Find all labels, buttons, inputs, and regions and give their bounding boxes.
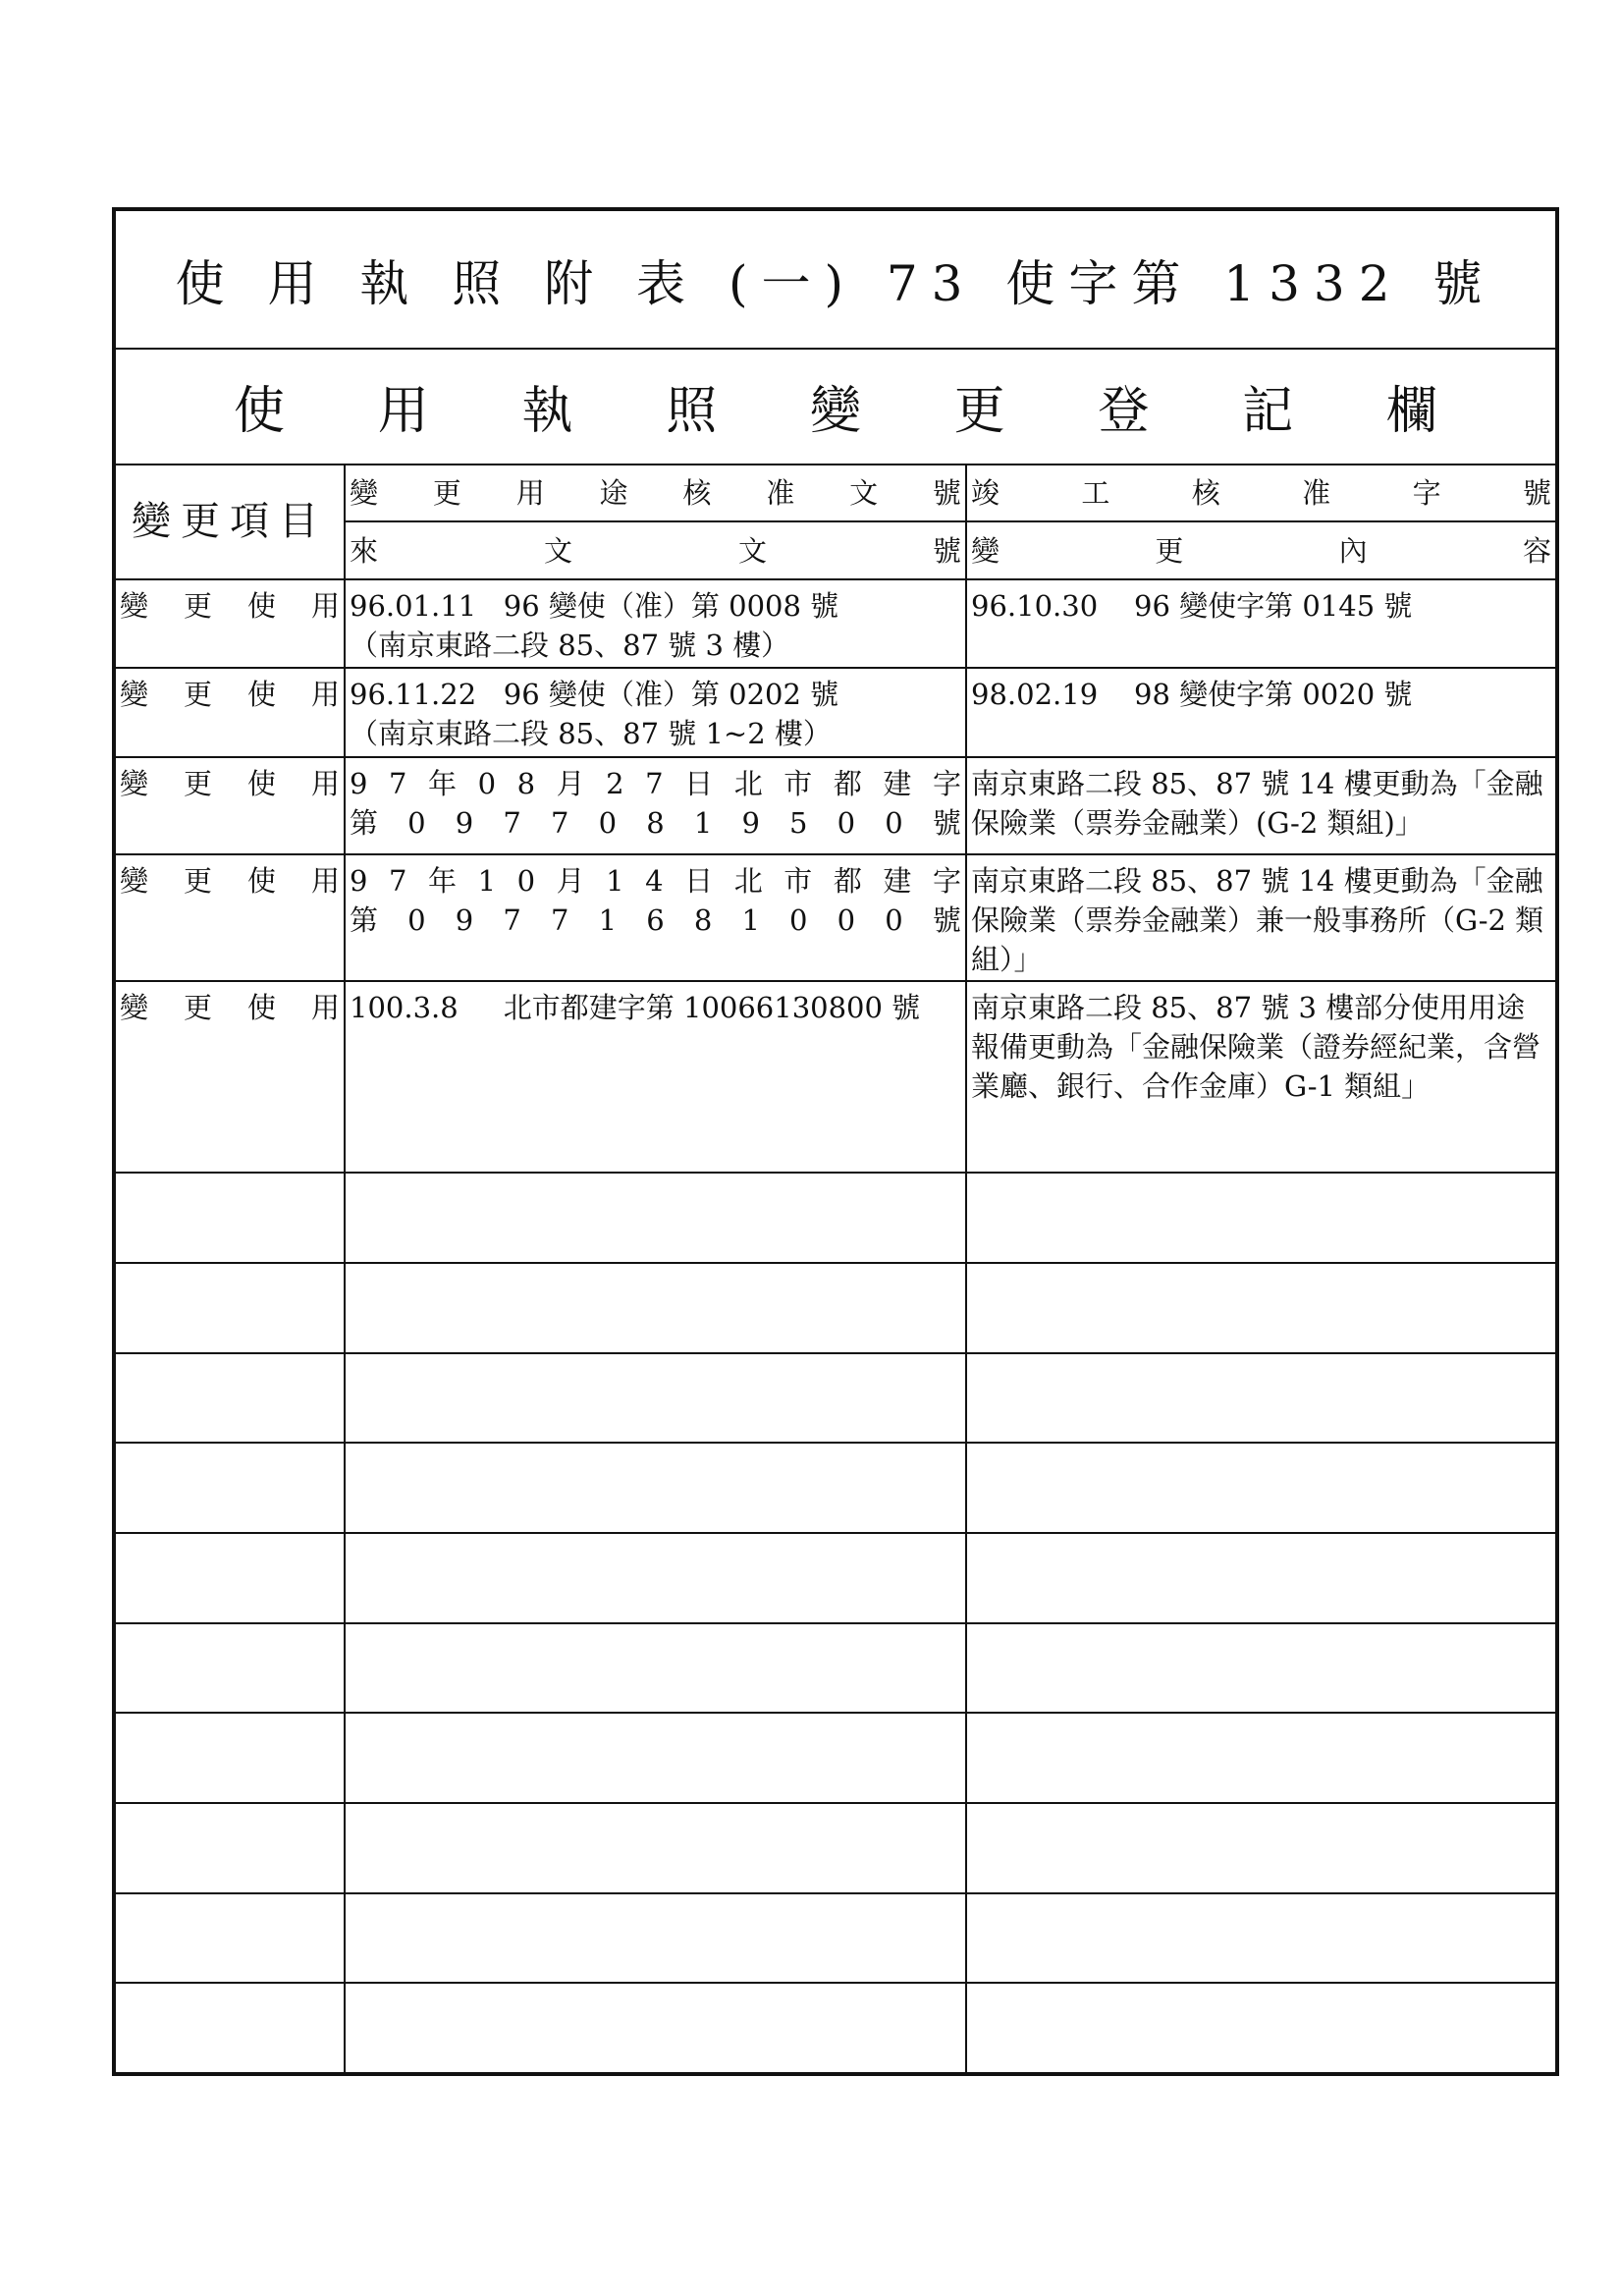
header-incoming-doc-no: 來 文 文 號	[345, 521, 966, 578]
section-title-char: 欄	[1385, 381, 1437, 441]
empty-cell	[966, 1353, 1555, 1444]
change-item-cell: 變 更 使 用	[116, 757, 345, 854]
empty-cell	[345, 1983, 966, 2072]
section-title-char: 變	[809, 381, 861, 441]
license-sheet	[112, 207, 1559, 2076]
empty-cell	[345, 1893, 966, 1984]
section-title-char: 使	[234, 381, 286, 441]
empty-cell	[116, 1173, 345, 1263]
table-row	[116, 981, 1555, 1173]
content-cell: 98.02.19 98 變使字第 0020 號	[966, 668, 1555, 757]
section-title-char: 照	[666, 381, 718, 441]
empty-cell	[116, 1443, 345, 1533]
empty-cell	[345, 1623, 966, 1714]
doc-number-cell: 9 7 年 1 0 月 1 4 日 北 市 都 建 字 第 0 9 7 7 1 6 8 1 0 0 0 號	[345, 854, 966, 981]
empty-cell	[345, 1173, 966, 1263]
section-title-char: 記	[1242, 381, 1294, 441]
header-change-content: 變 更 內 容	[966, 521, 1555, 578]
header-approval-doc-no: 變 更 用 途 核 准 文 號	[345, 465, 966, 521]
empty-cell	[116, 1623, 345, 1714]
content-cell: 南京東路二段 85、87 號 14 樓更動為「金融保險業（票券金融業）(G-2 類組)」	[966, 757, 1555, 854]
empty-cell	[116, 1263, 345, 1353]
empty-cell	[116, 1983, 345, 2072]
empty-cell	[345, 1533, 966, 1623]
empty-cell	[116, 1353, 345, 1444]
empty-row	[116, 1173, 1555, 1263]
empty-row	[116, 1443, 1555, 1533]
empty-cell	[345, 1263, 966, 1353]
empty-row	[116, 1983, 1555, 2072]
content-cell: 南京東路二段 85、87 號 14 樓更動為「金融保險業（票券金融業）兼一般事務所（G-2 類組）」	[966, 854, 1555, 981]
section-title	[116, 348, 1555, 465]
empty-cell	[345, 1803, 966, 1893]
section-title-char: 更	[953, 381, 1005, 441]
empty-cell	[966, 1803, 1555, 1893]
empty-row	[116, 1353, 1555, 1444]
empty-row	[116, 1893, 1555, 1984]
header-change-item: 變更項目	[116, 465, 345, 579]
empty-cell	[966, 1713, 1555, 1803]
section-title-char: 執	[521, 381, 573, 441]
doc-number-cell: 9 7 年 0 8 月 2 7 日 北 市 都 建 字 第 0 9 7 7 0 8 1 9 5 0 0 號	[345, 757, 966, 854]
empty-cell	[966, 1263, 1555, 1353]
content-cell: 96.10.30 96 變使字第 0145 號	[966, 579, 1555, 669]
empty-cell	[966, 1443, 1555, 1533]
content-cell: 南京東路二段 85、87 號 3 樓部分使用用途報備更動為「金融保險業（證券經紀業，含營業廳、銀行、合作金庫）G-1 類組」	[966, 981, 1555, 1173]
change-item-cell: 變 更 使 用	[116, 668, 345, 757]
empty-row	[116, 1623, 1555, 1714]
change-register-table	[116, 465, 1555, 2072]
empty-cell	[116, 1713, 345, 1803]
change-item-cell: 變 更 使 用	[116, 579, 345, 669]
empty-row	[116, 1803, 1555, 1893]
header-completion-approval-no: 竣 工 核 准 字 號	[966, 465, 1555, 521]
change-item-cell: 變 更 使 用	[116, 981, 345, 1173]
table-row	[116, 668, 1555, 757]
document-title: 使 用 執 照 附 表 (一) 73 使字第 1332 號	[116, 211, 1555, 350]
empty-cell	[966, 1173, 1555, 1263]
table-row	[116, 579, 1555, 669]
empty-row	[116, 1263, 1555, 1353]
doc-number-cell: 100.3.8 北市都建字第 10066130800 號	[345, 981, 966, 1173]
empty-cell	[966, 1533, 1555, 1623]
empty-row	[116, 1533, 1555, 1623]
empty-cell	[345, 1443, 966, 1533]
empty-cell	[345, 1713, 966, 1803]
empty-cell	[345, 1353, 966, 1444]
empty-cell	[116, 1893, 345, 1984]
empty-cell	[966, 1983, 1555, 2072]
empty-row	[116, 1713, 1555, 1803]
empty-cell	[966, 1893, 1555, 1984]
doc-number-cell: 96.11.22 96 變使（准）第 0202 號 （南京東路二段 85、87 號 1~2 樓）	[345, 668, 966, 757]
table-row	[116, 854, 1555, 981]
change-item-cell: 變 更 使 用	[116, 854, 345, 981]
section-title-char: 登	[1098, 381, 1150, 441]
empty-cell	[116, 1533, 345, 1623]
table-row	[116, 757, 1555, 854]
doc-number-cell: 96.01.11 96 變使（准）第 0008 號 （南京東路二段 85、87 號 3 樓）	[345, 579, 966, 669]
section-title-char: 用	[377, 381, 429, 441]
empty-cell	[116, 1803, 345, 1893]
empty-cell	[966, 1623, 1555, 1714]
